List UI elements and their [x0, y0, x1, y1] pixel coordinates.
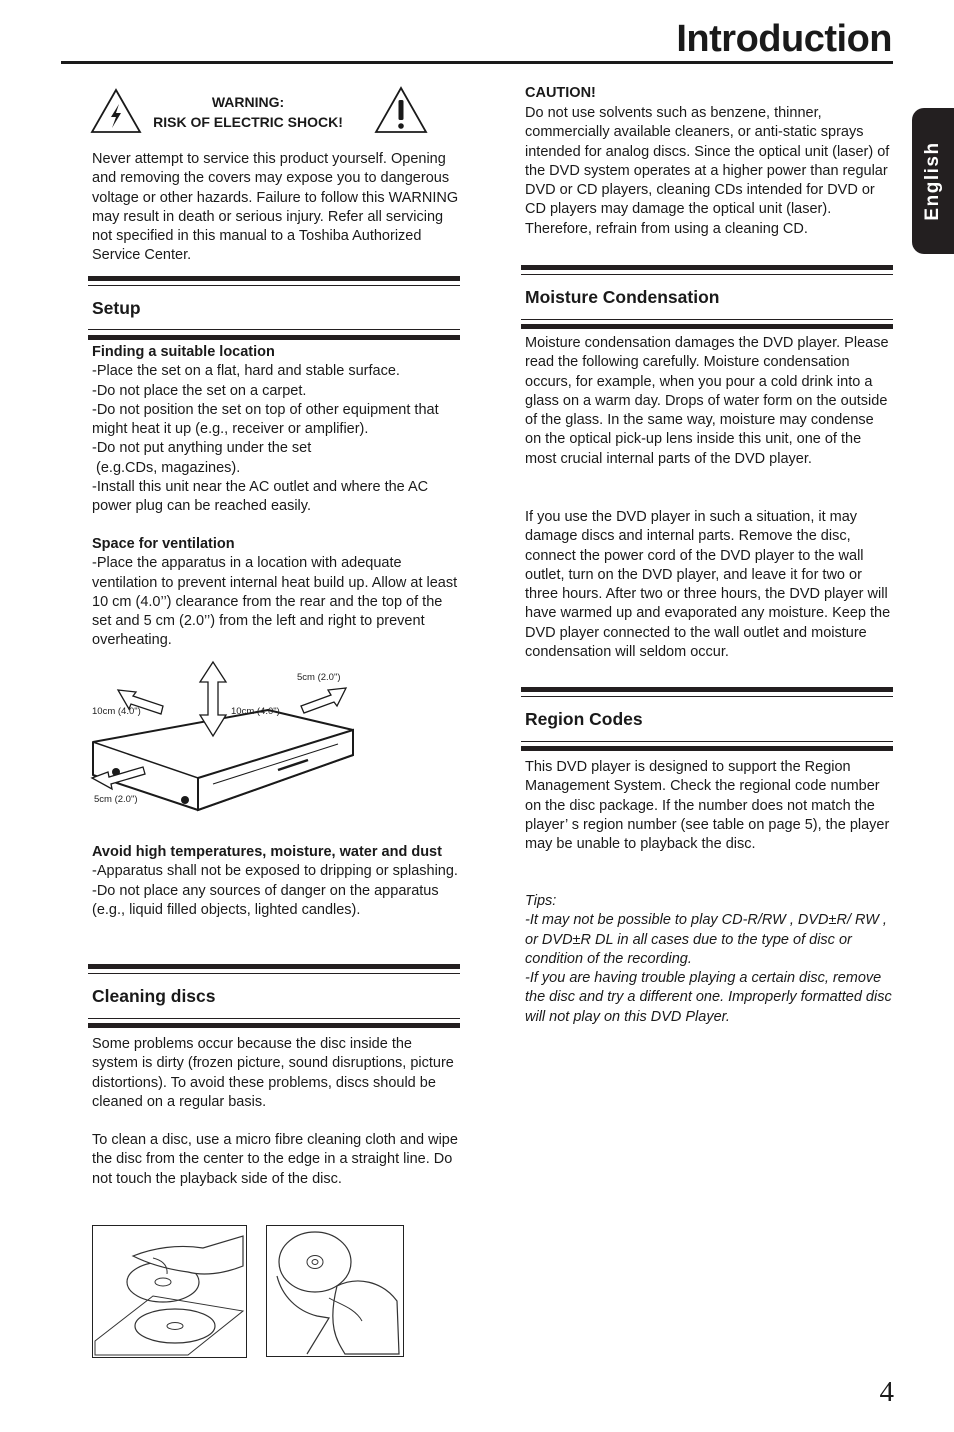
region-heading: Region Codes — [525, 709, 643, 729]
warning-line-2: RISK OF ELECTRIC SHOCK! — [153, 114, 343, 130]
section-rule — [88, 276, 460, 281]
list-item: (e.g.CDs, magazines). — [92, 459, 241, 476]
section-rule — [521, 274, 893, 275]
section-rule — [521, 696, 893, 697]
tips-block — [525, 892, 893, 1027]
section-rule — [521, 746, 893, 751]
title-rule — [61, 61, 893, 64]
ventilation-heading: Space for ventilation — [92, 536, 235, 552]
region-text: This DVD player is designed to support the Region Management System. Check the regional code number on the disc package. If the number does not match the player’ s region number (see table on page 5), the player may be unable to playback the disc. — [525, 759, 890, 853]
section-rule — [88, 1018, 460, 1019]
electric-shock-warning-icon — [90, 88, 142, 134]
ventilation-text: -Place the apparatus in a location with adequate ventilation to prevent internal heat build up. Allow at least 10 cm (4.0’’) clearance from the rear and the top of the set and 5 cm (2.0’’) from the left and right to prevent overheating. — [92, 555, 458, 649]
diagram-label-top-right: 5cm (2.0") — [297, 672, 341, 683]
avoid-heading: Avoid high temperatures, moisture, water and dust — [92, 844, 442, 860]
list-item: -Install this unit near the AC outlet and where the AC power plug can be reached easily. — [92, 479, 429, 515]
section-rule — [521, 687, 893, 692]
section-rule — [88, 285, 460, 286]
section-rule — [88, 1023, 460, 1028]
section-rule — [88, 973, 460, 974]
moisture-heading: Moisture Condensation — [525, 287, 720, 307]
disc-wiping-illustration — [266, 1225, 404, 1357]
list-item: -Do not place the set on a carpet. — [92, 382, 307, 399]
avoid-block — [92, 843, 460, 920]
warning-label — [140, 92, 356, 132]
cleaning-text-1: Some problems occur because the disc inside the system is dirty (frozen picture, sound disruptions, picture distortions). To avoid these problems, discs should be cleaned on a regular basis. — [92, 1036, 454, 1110]
finding-location-heading: Finding a suitable location — [92, 344, 275, 360]
disc-handling-illustration — [92, 1225, 247, 1358]
moisture-text-2: If you use the DVD player in such a situation, it may damage discs and internal parts. Remove the disc, connect the power cord of the DVD player to the wall outlet, turn on the DVD player, and leave it for two or three hours. After two or three hours, the DVD player will have warmed up and evaporated any moisture. Keep the DVD player connected to the wall outlet and moisture condensation will seldom occur. — [525, 509, 891, 661]
ventilation-block — [92, 535, 460, 651]
tips-label: Tips: — [525, 893, 557, 909]
section-rule — [88, 329, 460, 330]
section-rule — [521, 265, 893, 270]
caution-text: Do not use solvents such as benzene, thinner, commercially available cleaners, or anti-static sprays intended for analog discs. Since the optical unit (laser) of the DVD system operates at a higher power than regular DVD or CD players, cleaning CDs intended for DVD or CD players may damage the optical unit (laser). Therefore, refrain from using a cleaning CD. — [525, 105, 890, 237]
section-rule — [88, 335, 460, 340]
section-rule — [521, 319, 893, 320]
diagram-label-bottom-left: 5cm (2.0") — [94, 794, 138, 805]
warning-text: Never attempt to service this product yourself. Opening and removing the covers may expose you to dangerous voltage or other hazards. Failure to follow this WARNING may result in death or serious injury. Refer all servicing not specified in this manual to a Toshiba Authorized Service Center. — [92, 151, 459, 264]
list-item: -Do not position the set on top of other equipment that might heat it up (e.g., receiver or amplifier). — [92, 401, 439, 438]
exclamation-warning-icon — [374, 86, 428, 134]
cleaning-text-2: To clean a disc, use a micro fibre cleaning cloth and wipe the disc from the center to the edge in a straight line. Do not touch the playback side of the disc. — [92, 1132, 458, 1187]
tip-item: -If you are having trouble playing a certain disc, remove the disc and try a different one. Improperly formatted disc will not play on this DVD Player. — [525, 970, 892, 1025]
cleaning-heading: Cleaning discs — [92, 986, 216, 1006]
list-item: -Do not place any sources of danger on the apparatus (e.g., liquid filled objects, lighted candles). — [92, 882, 439, 918]
page-number: 4 — [879, 1376, 894, 1408]
finding-location-block — [92, 343, 460, 517]
tip-item: -It may not be possible to play CD-R/RW , DVD±R/ RW , or DVD±R DL in all cases due to the type of disc or condition of the recording. — [525, 912, 887, 967]
warning-line-1: WARNING: — [211, 94, 285, 110]
diagram-label-left: 10cm (4.0") — [92, 706, 141, 717]
section-rule — [88, 964, 460, 969]
list-item: -Place the set on a flat, hard and stable surface. — [92, 363, 400, 380]
setup-heading: Setup — [92, 298, 141, 318]
caution-heading: CAUTION! — [525, 85, 596, 101]
language-tab — [912, 108, 954, 254]
page-title: Introduction — [676, 18, 892, 60]
moisture-text-1: Moisture condensation damages the DVD player. Please read the following carefully. Moisture condensation occurs, for example, when you pour a cold drink into a glass on a warm day. Drops of water form on the outside of the glass. In the same way, moisture may condense on the optical pick-up lens inside this unit, one of the most crucial internal parts of the DVD player. — [525, 335, 889, 467]
section-rule — [521, 741, 893, 742]
list-item: -Apparatus shall not be exposed to dripping or splashing. — [92, 863, 458, 880]
language-tab-label: English — [922, 141, 943, 221]
diagram-label-top: 10cm (4.0") — [231, 706, 280, 717]
list-item: -Do not put anything under the set — [92, 440, 312, 457]
section-rule — [521, 324, 893, 329]
